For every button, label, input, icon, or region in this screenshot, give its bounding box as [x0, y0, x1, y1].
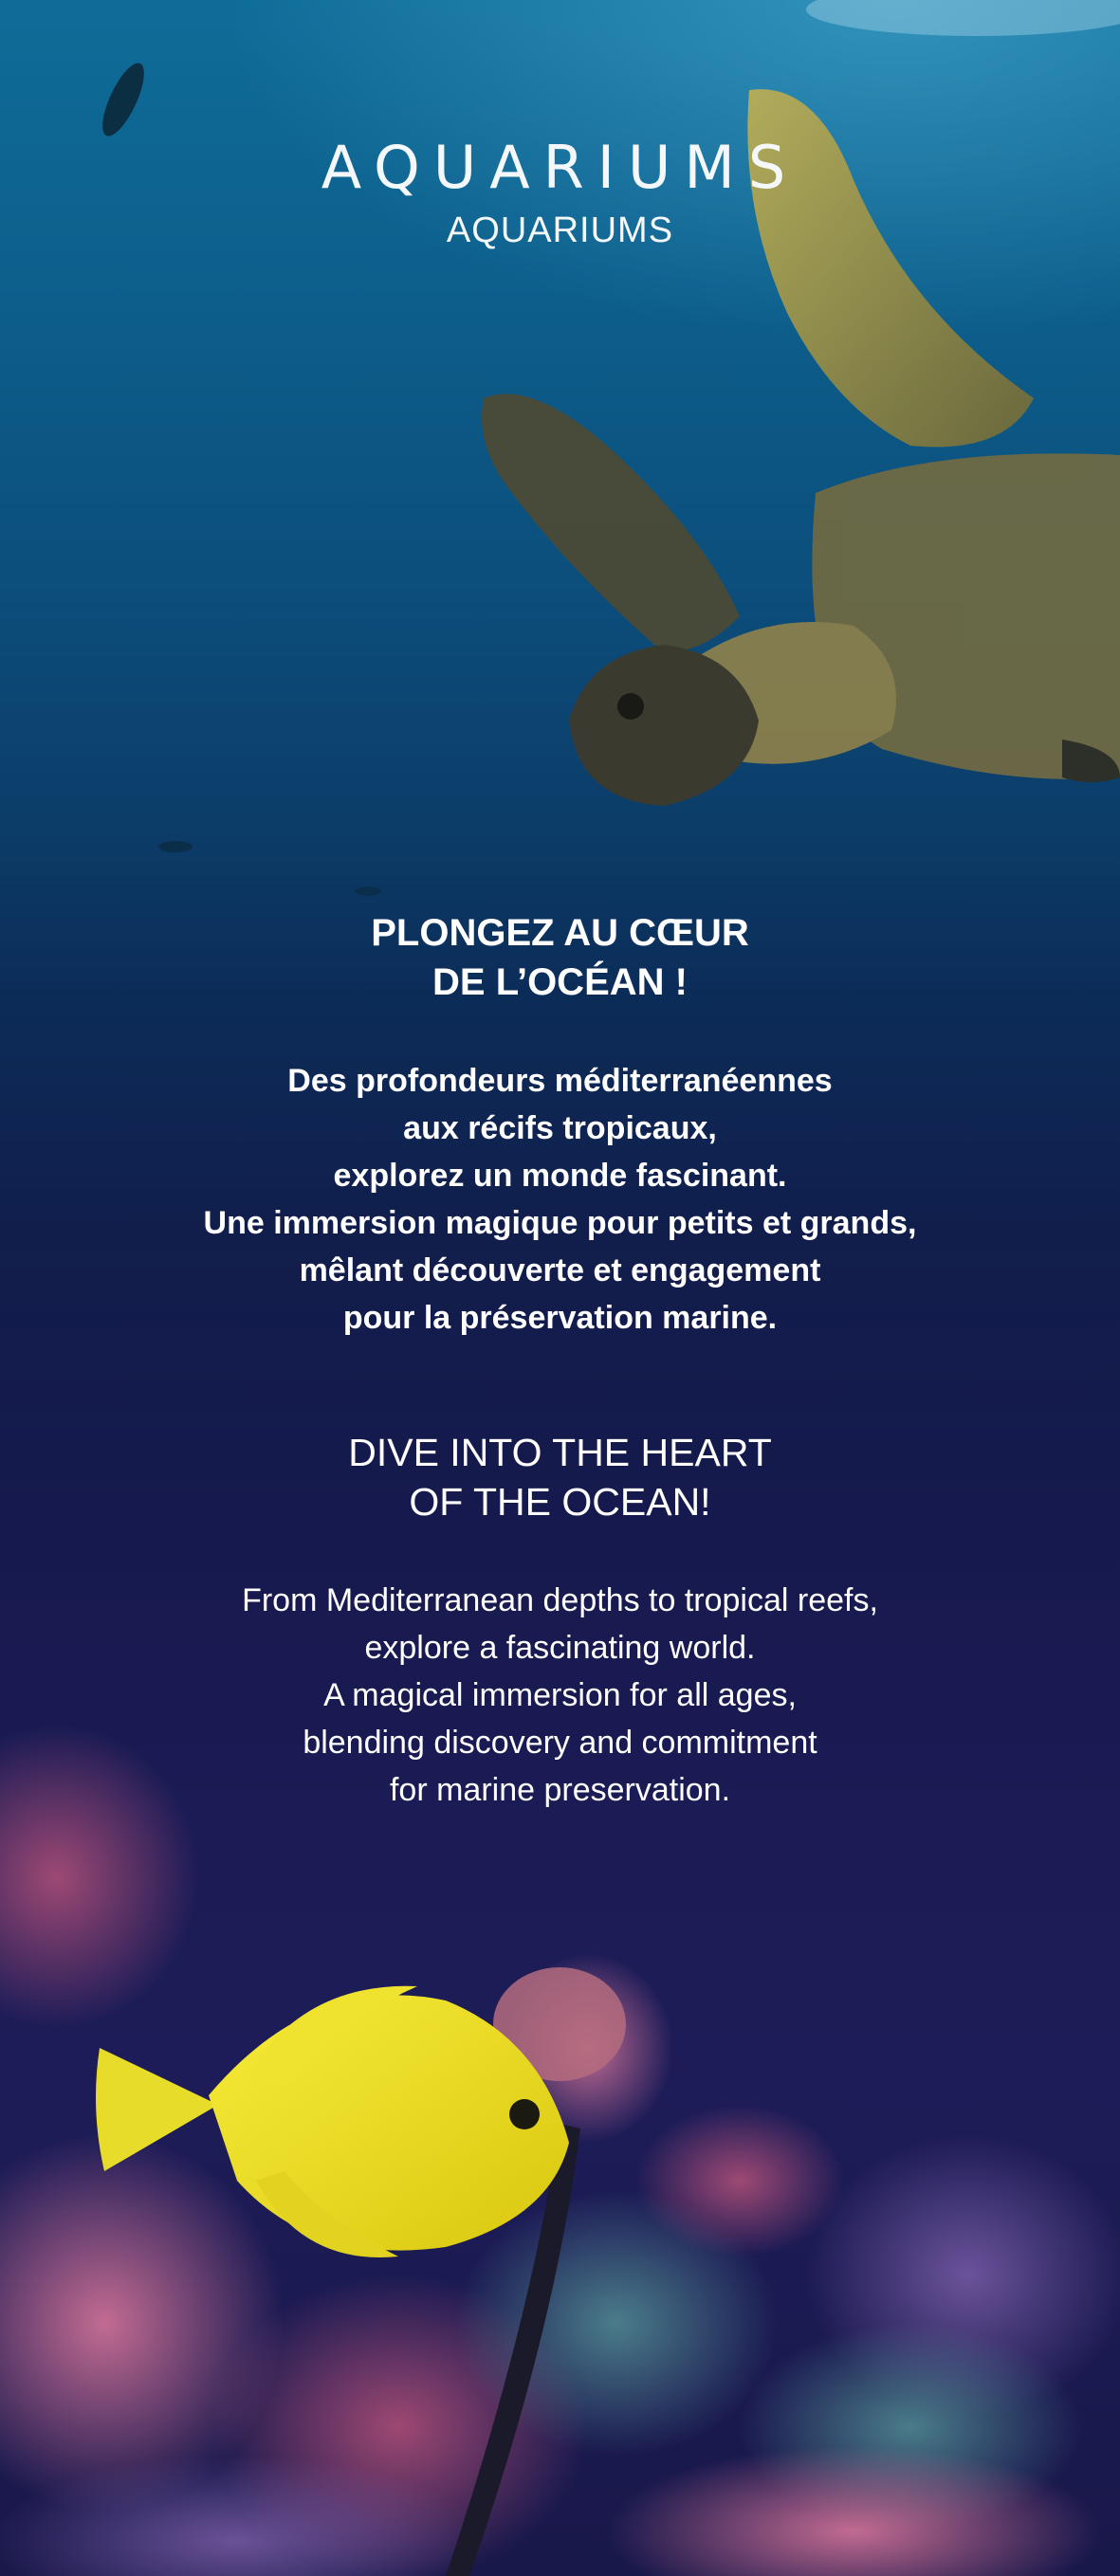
brand-name: AQUARIUMS	[446, 210, 674, 250]
english-headline	[0, 1428, 1120, 1526]
brand-logo: AQUARIUMS	[321, 133, 799, 202]
french-headline-line: PLONGEZ AU CŒUR	[371, 912, 749, 954]
english-paragraph-line: for marine preservation.	[389, 1772, 731, 1808]
small-fish	[355, 886, 381, 896]
french-paragraph-line: pour la préservation marine.	[342, 1300, 778, 1336]
french-paragraph-line: explorez un monde fascinant.	[333, 1158, 787, 1194]
french-paragraph-line: aux récifs tropicaux,	[403, 1110, 717, 1146]
french-paragraph-line: mêlant découverte et engagement	[299, 1252, 821, 1288]
french-headline	[0, 908, 1120, 1007]
french-headline-line: DE L’OCÉAN !	[432, 961, 688, 1003]
english-paragraph-line: explore a fascinating world.	[364, 1630, 756, 1666]
english-paragraph	[0, 1577, 1120, 1814]
french-paragraph-line: Une immersion magique pour petits et grands,	[203, 1205, 917, 1241]
french-paragraph	[0, 1057, 1120, 1342]
fish-eye	[509, 2099, 540, 2129]
turtle-eye	[617, 693, 644, 720]
english-paragraph-line: From Mediterranean depths to tropical reefs,	[242, 1582, 878, 1618]
french-paragraph-line: Des profondeurs méditerranéennes	[287, 1063, 833, 1099]
small-fish	[158, 841, 193, 852]
english-headline-line: OF THE OCEAN!	[409, 1480, 711, 1524]
english-paragraph-line: A magical immersion for all ages,	[323, 1677, 797, 1713]
english-paragraph-line: blending discovery and commitment	[303, 1725, 817, 1761]
english-headline-line: DIVE INTO THE HEART	[348, 1431, 772, 1474]
coral-glow	[635, 2105, 844, 2256]
